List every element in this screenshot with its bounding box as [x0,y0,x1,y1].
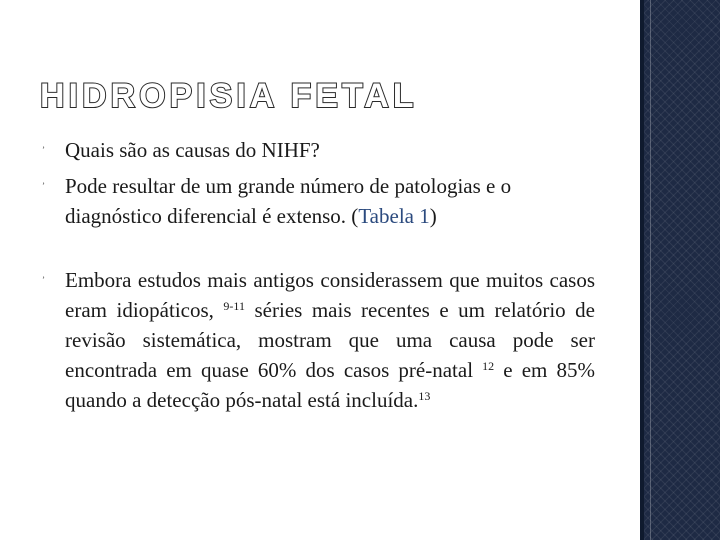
bullet-text [65,265,595,415]
bullet-text: Quais são as causas do NIHF? [65,138,320,162]
list-item [40,135,595,165]
bullet-text [65,171,595,231]
bullet-text-part1: Embora estudos mais antigos considerassem que muitos casos eram idiopáticos, [65,268,595,322]
list-item [40,171,595,231]
bullet-text-part3: e em 85% quando a detecção pós-natal está incluída. [65,358,595,412]
bullet-icon: ’ [42,145,45,155]
bullet-icon: ’ [42,181,45,191]
bullet-icon: ’ [42,275,45,285]
bullet-text-before: Pode resultar de um grande número de patologias e o diagnóstico diferencial é extenso. ( [65,174,512,228]
bullet-text-after: ) [429,204,437,228]
reference-superscript: 9-11 [223,299,245,313]
list-item [40,265,595,415]
slide-content [40,135,595,415]
table-link[interactable]: Tabela 1 [358,204,430,228]
slide-title: HIDROPISIA FETAL [40,77,418,115]
reference-superscript: 13 [418,389,431,403]
reference-superscript: 12 [482,359,495,373]
decorative-sidebar [640,0,720,540]
bullet-text-part2: séries mais recentes e um relatório de revisão sistemática, mostram que uma causa pode ser encontrada em quase 60% dos casos pré-natal [65,298,595,382]
